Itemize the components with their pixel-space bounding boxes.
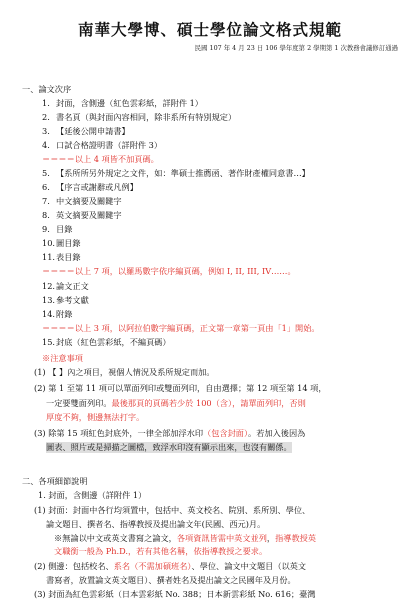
document-subtitle: 民國 107 年 4 月 23 日 106 學年度第 2 學期第 1 次教務會議修訂通過 [194, 44, 398, 52]
detail-item: (2) 側邊：包括校名、系名（不需加碩班名）、學位、論文中文題目（以英文 [34, 561, 307, 571]
list-item: 14.附錄 [42, 309, 73, 319]
detail-item: (1) 封面：封面中各行均須置中，包括中、英文校名、院別、系所別、學位、 [34, 505, 311, 515]
page-number-note: ＝＝＝＝以上 3 項，以阿拉伯數字編頁碼，正文第一章第一頁由「1」開始。 [42, 323, 320, 333]
list-item: 5. 【系所所另外規定之文件，如：準碩士推薦函、著作財產權同意書…】 [42, 168, 310, 178]
note-item: (3) 除第 15 項紅色封底外，一律全部加浮水印（包含封面）。若加入後因為 [34, 428, 306, 438]
detail-item: 論文題目、撰者名、指導教授及提出論文年(民國、西元)月。 [46, 519, 266, 529]
note-item: 圖表、照片或是掃描之圖檔，致浮水印沒有顯示出來，也沒有關係。 [46, 442, 292, 452]
detail-note: 文職銜一般為 Ph.D.，若有其他名稱，依指導教授之要求。 [54, 546, 268, 556]
note-item: 厚度不夠，側邊無法打字。 [46, 412, 145, 422]
detail-item: 書寫者，放置論文英文題目）、撰者姓名及提出論文之民國年及月份。 [46, 575, 296, 585]
note-item: (2) 第 1 至第 11 項可以單面列印或雙面列印，自由選擇；第 12 項至第 14 項， [34, 383, 327, 393]
list-item: 7. 中文摘要及關鍵字 [42, 196, 122, 206]
section2-heading: 二、各項細節說明 [22, 476, 88, 486]
detail-item: (3) 封面為紅色雲彩紙（日本雲彩紙 No. 388；日本新雲彩紙 No. 616；臺灣 [34, 589, 316, 599]
document-title: 南華大學博、碩士學位論文格式規範 [77, 20, 342, 39]
detail-note: ※無論以中文或英文書寫之論文，各項資訊皆需中英文並列，指導教授英 [54, 533, 317, 543]
note-item: (1) 【 】內之項目，視個人情況及系所規定而加。 [34, 367, 215, 377]
page-number-note: ＝＝＝＝以上 7 項，以羅馬數字依序編頁碼，例如 I, II, III, IV……。 [42, 266, 296, 276]
list-item: 10.圖目錄 [42, 238, 81, 248]
list-item: 13.參考文獻 [42, 295, 89, 305]
list-item: 1. 封面，含側邊（紅色雲彩紙，詳附件 1） [42, 98, 203, 108]
notes-heading: ※注意事項 [42, 353, 83, 363]
page-number-note: ＝＝＝＝以上 4 項皆不加頁碼。 [42, 154, 159, 164]
list-item: 1. 封面，含側邊（詳附件 1） [38, 490, 147, 500]
list-item: 4. 口試合格證明書（詳附件 3） [42, 140, 163, 150]
list-item: 2. 書名頁（與封面內容相同，除非系所有特別規定） [42, 112, 237, 122]
list-item: 6. 【序言或謝辭或凡例】 [42, 182, 138, 192]
note-item: 一定要雙面列印。最後那頁的頁碼若少於 100（含），請單面列印，否則 [46, 398, 306, 408]
list-item: 12.論文正文 [42, 281, 89, 291]
list-item: 11.表目錄 [42, 252, 81, 262]
list-item: 8. 英文摘要及關鍵字 [42, 210, 122, 220]
list-item: 9. 目錄 [42, 224, 73, 234]
list-item: 15.封底（紅色雲彩紙，不編頁碼） [42, 337, 171, 347]
section1-heading: 一、論文次序 [22, 84, 72, 94]
list-item: 3. 【延後公開申請書】 [42, 126, 130, 136]
